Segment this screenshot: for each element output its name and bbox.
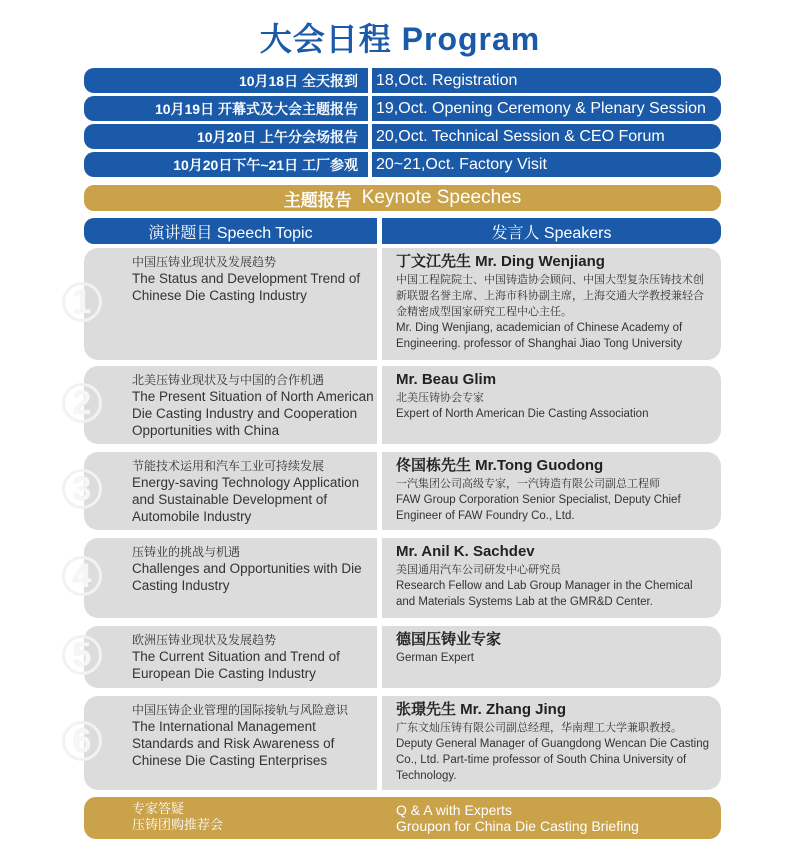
schedule-event-en: 20~21,Oct. Factory Visit — [372, 152, 721, 177]
keynote-title-en: Keynote Speeches — [361, 187, 522, 208]
topic-cell — [72, 248, 377, 360]
schedule-event-en: 20,Oct. Technical Session & CEO Forum — [372, 124, 721, 149]
topic-cell — [72, 538, 377, 618]
schedule-date-cn: 10月20日 上午分会场报告 — [84, 124, 368, 149]
speech-item — [72, 696, 721, 790]
topic-cell — [72, 696, 377, 790]
groupon-title-en: Groupon for China Die Casting Briefing — [396, 818, 639, 834]
schedule-date-cn: 10月19日 开幕式及大会主题报告 — [84, 96, 368, 121]
schedule-row — [84, 152, 721, 177]
speaker-cell — [382, 366, 721, 444]
qa-title-en: Q & A with Experts — [396, 802, 512, 818]
speaker-cell — [382, 626, 721, 688]
speaker-name: 张璟先生 Mr. Zhang Jing — [396, 701, 567, 718]
item-number: 4 — [62, 556, 102, 596]
speaker-bio-en: German Expert — [396, 652, 474, 664]
qa-title-cn: 专家答疑 — [132, 802, 185, 817]
speaker-bio-en: Expert of North American Die Casting Association — [396, 408, 649, 420]
topic-en: The Present Situation of North American Die Casting Industry and Cooperation Opportunities with China — [132, 389, 374, 438]
topic-cn: 北美压铸业现状及与中国的合作机遇 — [132, 373, 325, 387]
speaker-bio-en: Mr. Ding Wenjiang, academician of Chinese Academy of Engineering. professor of Shanghai Jiao Tong University — [396, 322, 683, 350]
speaker-name: 德国压铸业专家 — [396, 631, 502, 648]
page-title: 大会日程 Program — [259, 21, 541, 57]
speaker-bio-en: Research Fellow and Lab Group Manager in the Chemical and Materials Systems Lab at the GMR&D Center. — [396, 580, 693, 608]
speaker-bio-cn: 中国工程院院士、中国铸造协会顾问、中国大型复杂压铸技术创新联盟名誉主席、上海市科协副主席，上海交通大学教授兼轻合金精密成型国家研究工程中心主任。 — [396, 273, 704, 318]
speaker-cell — [382, 248, 721, 360]
speaker-bio-cn: 广东文灿压铸有限公司副总经理，华南理工大学兼职教授。 — [396, 721, 682, 734]
topic-cn: 欧洲压铸业现状及发展趋势 — [132, 633, 277, 647]
speaker-bio-cn: 北美压铸协会专家 — [396, 391, 484, 404]
topic-en: The International Management Standards and Risk Awareness of Chinese Die Casting Enterprises — [132, 719, 335, 768]
topic-en: The Status and Development Trend of Chinese Die Casting Industry — [132, 271, 361, 303]
speaker-bio-cn: 美国通用汽车公司研发中心研究员 — [396, 563, 561, 576]
schedule-row — [84, 124, 721, 149]
topic-cn: 中国压铸企业管理的国际接轨与风险意识 — [132, 703, 349, 717]
schedule-date-cn: 10月20日下午~21日 工厂参观 — [84, 152, 368, 177]
groupon-title-cn: 压铸团购推荐会 — [132, 818, 224, 833]
speaker-cell — [382, 452, 721, 530]
speaker-name: Mr. Beau Glim — [396, 371, 497, 388]
speaker-bio-en: FAW Group Corporation Senior Specialist, Deputy Chief Engineer of FAW Foundry Co., Ltd. — [396, 494, 681, 522]
speaker-cell — [382, 538, 721, 618]
speech-item — [72, 452, 721, 530]
schedule-row — [84, 96, 721, 121]
topic-en: The Current Situation and Trend of European Die Casting Industry — [132, 649, 340, 681]
speaker-bio-en: Deputy General Manager of Guangdong Wencan Die Casting Co., Ltd. Part-time professor of South China University of Technology. — [396, 738, 710, 782]
speaker-name: 丁文江先生 Mr. Ding Wenjiang — [396, 253, 605, 270]
speech-item — [72, 248, 721, 360]
schedule-event-en: 19,Oct. Opening Ceremony & Plenary Session — [372, 96, 721, 121]
schedule-event-en: 18,Oct. Registration — [372, 68, 721, 93]
speakers-header: 发言人 Speakers — [382, 218, 721, 244]
item-number: 6 — [62, 721, 102, 761]
speaker-name: 佟国栋先生 Mr.Tong Guodong — [396, 457, 604, 474]
qa-banner — [84, 797, 721, 839]
speech-topic-header: 演讲题目 Speech Topic — [84, 218, 377, 244]
speaker-name: Mr. Anil K. Sachdev — [396, 543, 535, 560]
speaker-cell — [382, 696, 721, 790]
item-number: 5 — [62, 635, 102, 675]
topic-cn: 节能技术运用和汽车工业可持续发展 — [132, 459, 325, 473]
topic-en: Energy-saving Technology Application and Sustainable Development of Automobile Industry — [132, 475, 360, 524]
item-number: 3 — [62, 469, 102, 509]
speech-item — [72, 366, 721, 444]
topic-cn: 中国压铸业现状及发展趋势 — [132, 255, 277, 269]
schedule-row — [84, 68, 721, 93]
item-number: 2 — [62, 383, 102, 423]
topic-cn: 压铸业的挑战与机遇 — [132, 545, 241, 559]
topic-cell — [72, 626, 377, 688]
topic-cell — [72, 366, 377, 444]
keynote-banner — [84, 185, 721, 211]
keynote-title-cn: 主题报告 — [283, 190, 352, 210]
speech-item — [72, 626, 721, 688]
speech-item — [72, 538, 721, 618]
item-number: 1 — [62, 282, 102, 322]
topic-en: Challenges and Opportunities with Die Casting Industry — [132, 561, 362, 593]
schedule-date-cn: 10月18日 全天报到 — [84, 68, 368, 93]
topic-cell — [72, 452, 377, 530]
speaker-bio-cn: 一汽集团公司高级专家，一汽铸造有限公司副总工程师 — [396, 477, 660, 490]
